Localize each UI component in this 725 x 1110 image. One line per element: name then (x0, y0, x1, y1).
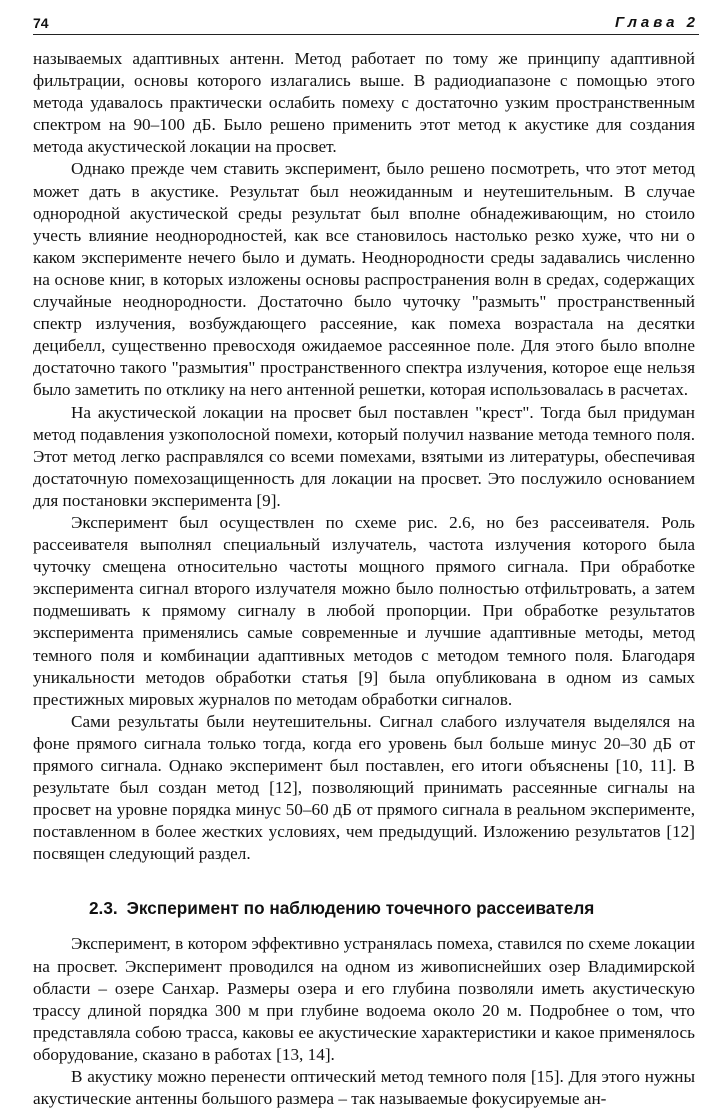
paragraph-continued: называемых адаптивных антенн. Метод работает по тому же принципу адаптивной фильтрации, основы которого излагались выше. В радиодиапазоне с помощью этого метода удавалось практически ослабить помеху с достаточно узким пространственным спектром на 90–100 дБ. Было решено применить этот метод к акустике для создания метода акустической локации на просвет. (33, 49, 695, 157)
paragraph: Сами результаты были неутешительны. Сигнал слабого излучателя выделялся на фоне прямого сигнала только тогда, когда его уровень был больше минус 20–30 дБ от прямого сигнала. Однако эксперимент был поставлен, его итоги объяснены [10, 11]. В результате был создан метод [12], позволяющий принимать рассеянные сигналы на просвет на уровне порядка минус 50–60 дБ от прямого сигнала в реальном эксперименте, поставленном в более жестких условиях, чем предыдущий. Изложению результатов [12] посвящен следующий раздел. (33, 711, 695, 864)
page-body (33, 48, 695, 1110)
paragraph: На акустической локации на просвет был поставлен "крест". Тогда был придуман метод подавления узкополосной помехи, который получил название метода темного поля. Этот метод легко расправлялся со всеми помехами, взятыми из литературы, обеспечивая достаточную помехозащищенность для локации на просвет. Это послужило основанием для постановки эксперимента [9]. (33, 402, 695, 510)
paragraph: В акустику можно перенести оптический метод темного поля [15]. Для этого нужны акустические антенны большого размера – так называемые фокусируемые ан- (33, 1067, 695, 1109)
paragraph: Эксперимент был осуществлен по схеме рис. 2.6, но без рассеивателя. Роль рассеивателя выполнял специальный излучатель, частота излучения которого была чуточку смещена относительно частоты мощного прямого сигнала. При обработке эксперимента сигнал второго излучателя можно было полностью отфильтровать, а затем подмешивать к прямому сигналу в любой пропорции. При обработке результатов эксперимента применялись самые современные и лучшие адаптивные методы, метод темного поля и комбинации адаптивных методов с методом темного поля. Благодаря уникальности методов обработки статья [9] была опубликована в одном из самых престижных мировых журналов по методам обработки сигналов. (33, 512, 695, 709)
chapter-label: Глава 2 (614, 14, 699, 31)
running-header (33, 14, 699, 35)
section-number: 2.3. (89, 898, 118, 919)
section-heading (33, 897, 695, 919)
section-title: Эксперимент по наблюдению точечного рассеивателя (126, 898, 595, 919)
page-number: 74 (33, 15, 49, 31)
paragraph: Эксперимент, в котором эффективно устранялась помеха, ставился по схеме локации на просвет. Эксперимент проводился на одном из живописнейших озер Владимирской области – озере Санхар. Размеры озера и его глубина позволяли иметь акустическую трассу длиной порядка 300 м при глубине водоема около 20 м. Подробнее о том, что представляла собою трасса, каковы ее акустические характеристики и какое применялось оборудование, сказано в работах [13, 14]. (33, 934, 695, 1064)
paragraph: Однако прежде чем ставить эксперимент, было решено посмотреть, что этот метод может дать в акустике. Результат был неожиданным и неутешительным. В случае однородной акустической среды результат был вполне обнадеживающим, но стоило учесть влияние неоднородностей, как все становилось настолько резко хуже, что ни о каком эксперименте нечего было и думать. Неоднородности среды задавались численно на основе книг, в которых изложены основы распространения волн в средах, содержащих случайные неоднородности. Достаточно было чуточку "размыть" пространственный спектр излучения, возбуждающего рассеяние, как помеха возрастала на десятки децибелл, существенно превосходя ожидаемое рассеянное поле. Для этого было вполне достаточно такого "размытия" пространственного спектра излучения, которое еще нельзя было заметить по отклику на него антенной решетки, которая использовалась в расчетах. (33, 159, 695, 400)
